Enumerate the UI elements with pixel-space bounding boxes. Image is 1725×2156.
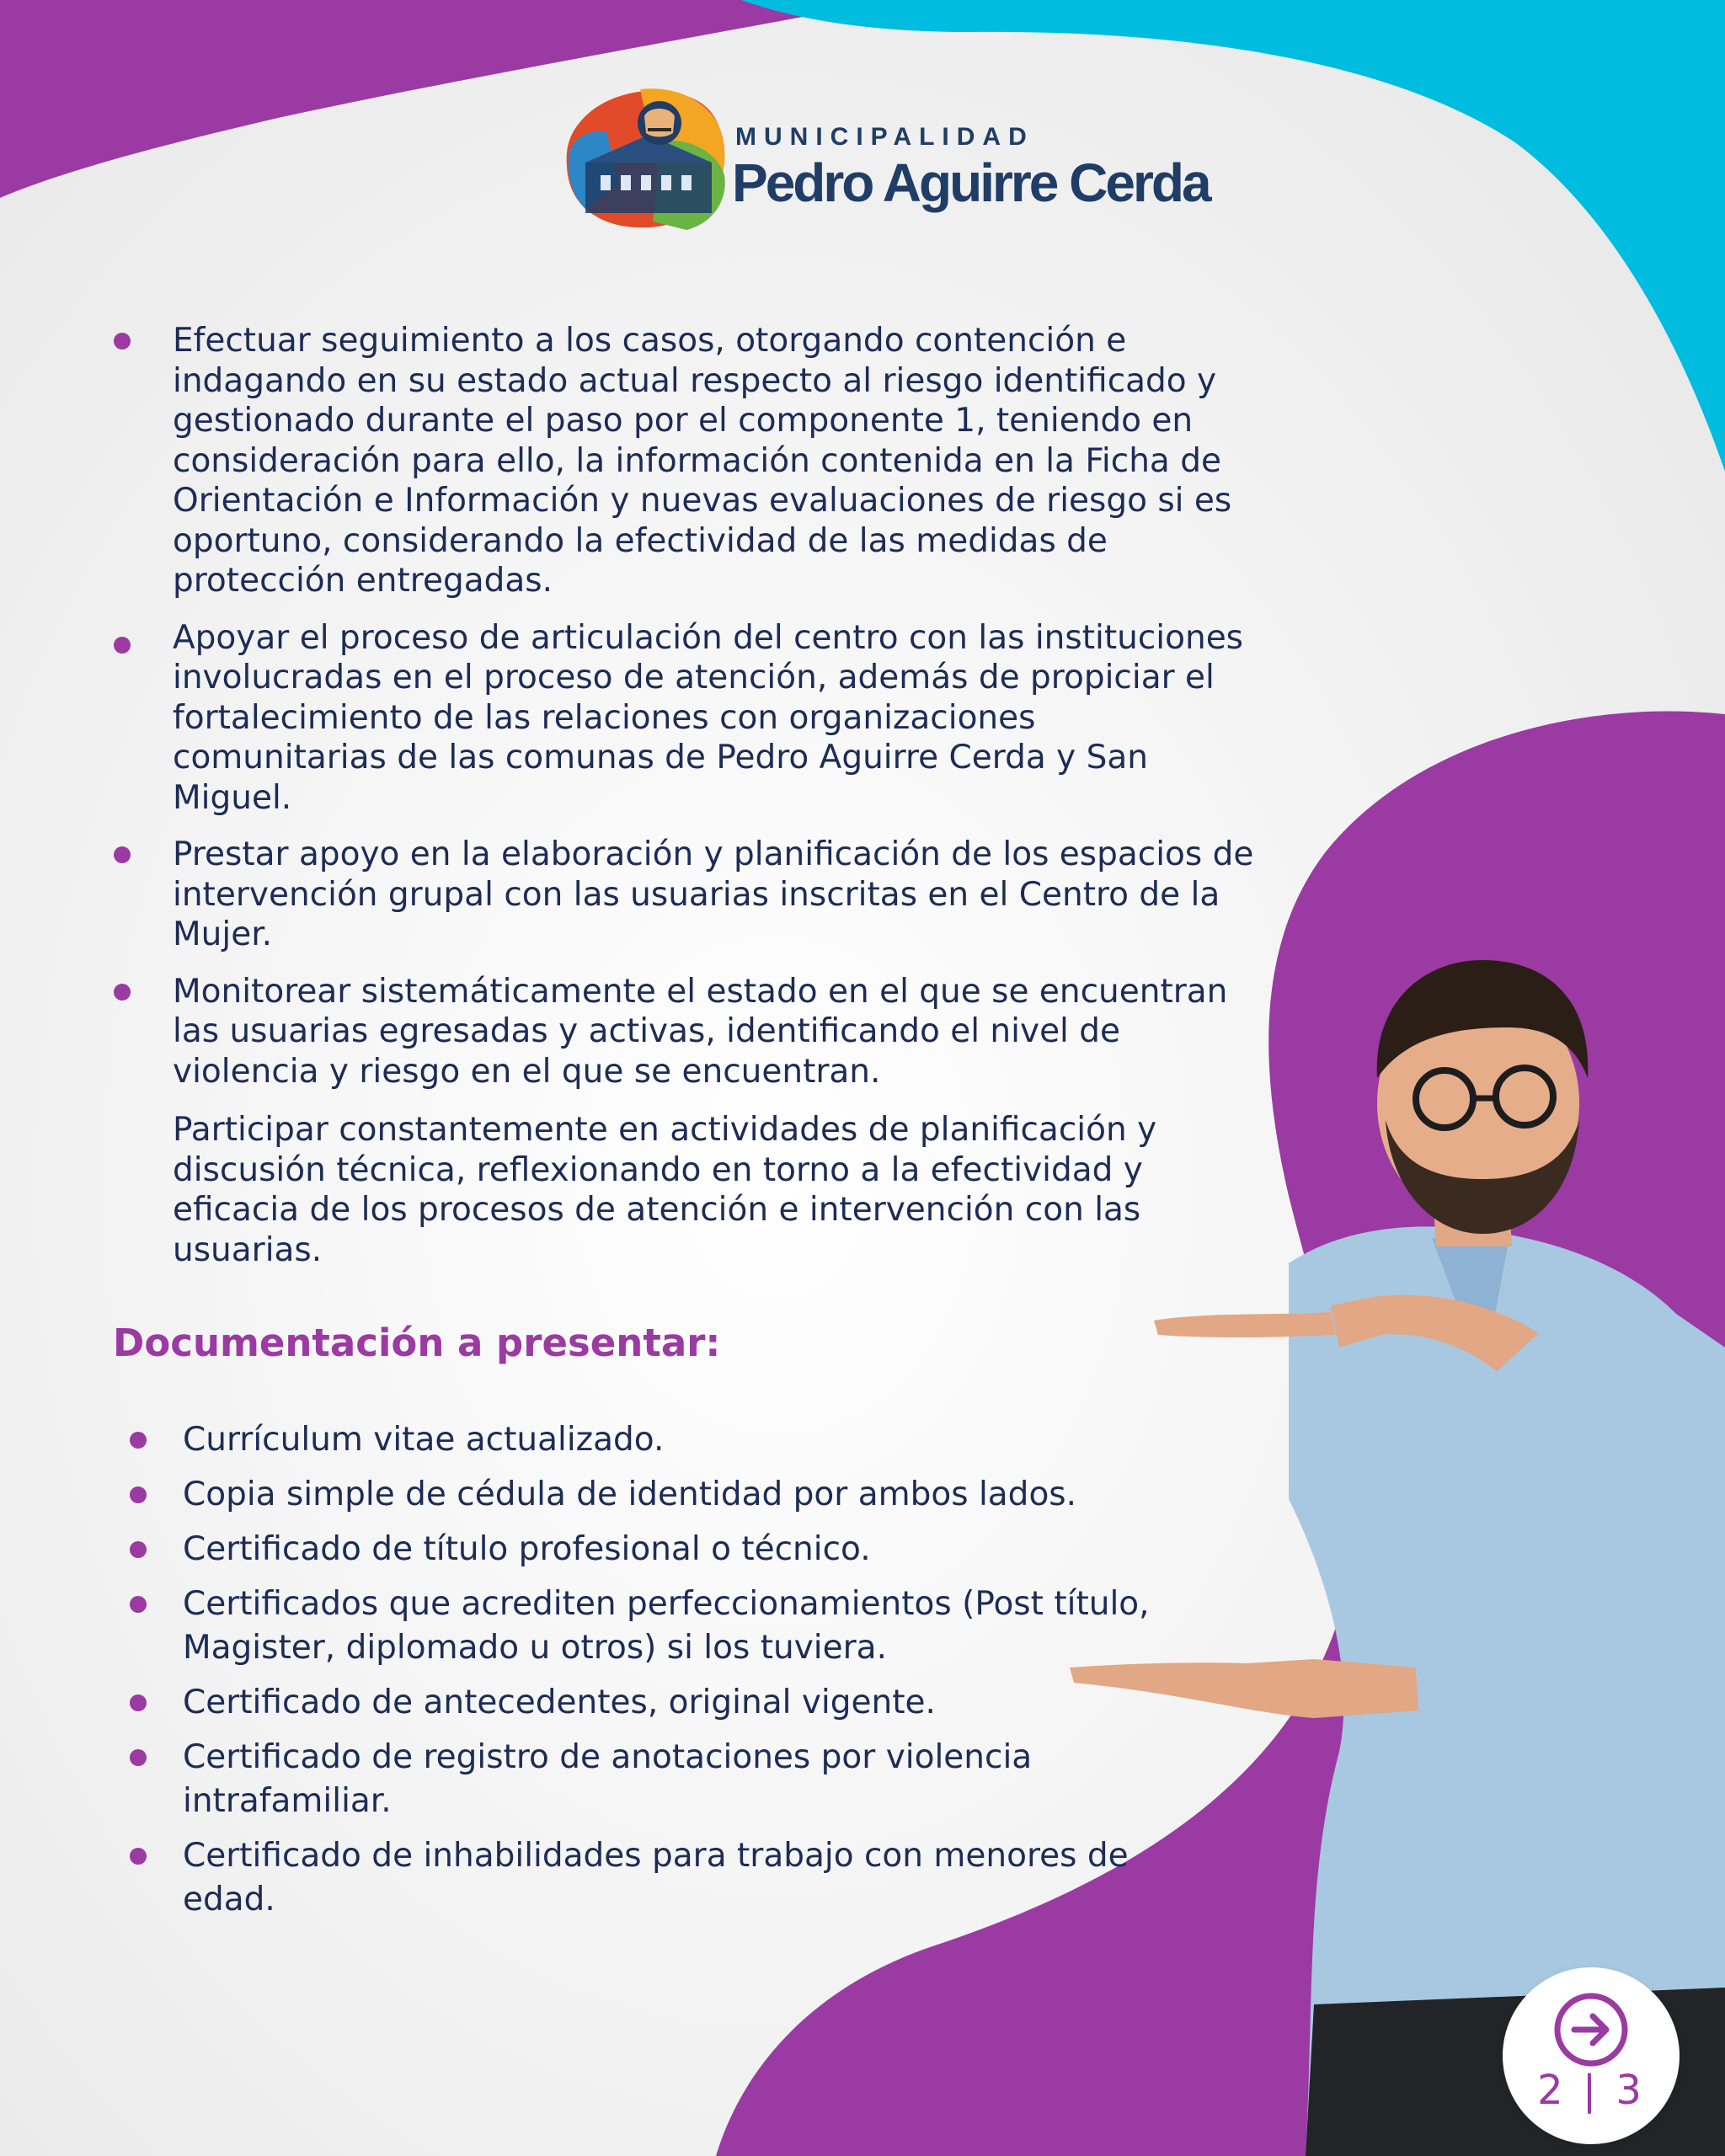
person-pointing-photo	[1036, 910, 1725, 2156]
document-text: Certificado de antecedentes, original vigente.	[183, 1684, 936, 1721]
bullet-icon	[130, 1541, 147, 1558]
list-item	[109, 321, 1255, 601]
document-text: Copia simple de cédula de identidad por ambos lados.	[183, 1476, 1077, 1513]
arrow-right-circle-icon	[1551, 1989, 1632, 2070]
next-page-button[interactable]	[1503, 1967, 1680, 2144]
list-item	[126, 1681, 1154, 1725]
duty-text: Apoyar el proceso de articulación del centro con las instituciones involucradas en el proceso de atención, además de propiciar el fortalecimiento de las relaciones con organizaciones comunitarias de las comunas de Pedro Aguirre Cerda y San Miguel.	[173, 618, 1244, 817]
bullet-icon	[130, 1848, 147, 1865]
list-item	[126, 1834, 1154, 1922]
duty-text: Prestar apoyo en la elaboración y planificación de los espacios de intervención grupal con las usuarias inscritas en el Centro de la Mujer.	[173, 835, 1254, 953]
municipality-emblem-icon	[560, 83, 729, 234]
bullet-icon	[114, 333, 131, 350]
list-item	[126, 1418, 1154, 1462]
document-text: Certificado de inhabilidades para trabajo con menores de edad.	[183, 1837, 1129, 1919]
list-item	[126, 1736, 1154, 1823]
page-indicator: 2 | 3	[1537, 2067, 1645, 2114]
document-text: Currículum vitae actualizado.	[183, 1421, 665, 1459]
municipality-logo	[560, 83, 1210, 234]
document-text: Certificado de registro de anotaciones por violencia intrafamiliar.	[183, 1738, 1033, 1820]
duty-text: Monitorear sistemáticamente el estado en el que se encuentran las usuarias egresadas y activas, identificando el nivel de violencia y riesgo en el que se encuentran.	[173, 972, 1228, 1091]
bullet-icon	[130, 1749, 147, 1766]
documentation-heading: Documentación a presentar:	[113, 1321, 721, 1365]
bullet-icon	[130, 1694, 147, 1711]
bullet-icon	[114, 846, 131, 863]
bullet-icon	[114, 637, 131, 654]
logo-subtitle: MUNICIPALIDAD	[735, 123, 1034, 151]
documentation-list	[126, 1418, 1154, 1933]
duty-text: Efectuar seguimiento a los casos, otorgando contención e indagando en su estado actual respecto al riesgo identificado y gestionado durante el paso por el componente 1, teniendo en consideración para ello, la información contenida en la Ficha de Orientación e Información y nuevas evaluaciones de riesgo si es oportuno, considerando la efectividad de las medidas de protección entregadas.	[173, 322, 1232, 600]
list-item	[126, 1528, 1154, 1572]
list-item	[126, 1582, 1154, 1670]
duty-text: Participar constantemente en actividades de planificación y discusión técnica, reflexionando en torno a la efectividad y eficacia de los procesos de atención e intervención con las usuarias.	[173, 1111, 1157, 1269]
list-item	[109, 618, 1255, 819]
logo-title: Pedro Aguirre Cerda	[732, 152, 1210, 213]
bullet-icon	[130, 1432, 147, 1449]
bullet-icon	[130, 1486, 147, 1503]
list-item	[126, 1473, 1154, 1517]
document-text: Certificados que acrediten perfeccionamientos (Post título, Magister, diplomado u otros) si los tuviera.	[183, 1585, 1150, 1667]
document-text: Certificado de título profesional o técnico.	[183, 1530, 871, 1568]
bullet-icon	[130, 1596, 147, 1613]
bullet-icon	[114, 984, 131, 1001]
